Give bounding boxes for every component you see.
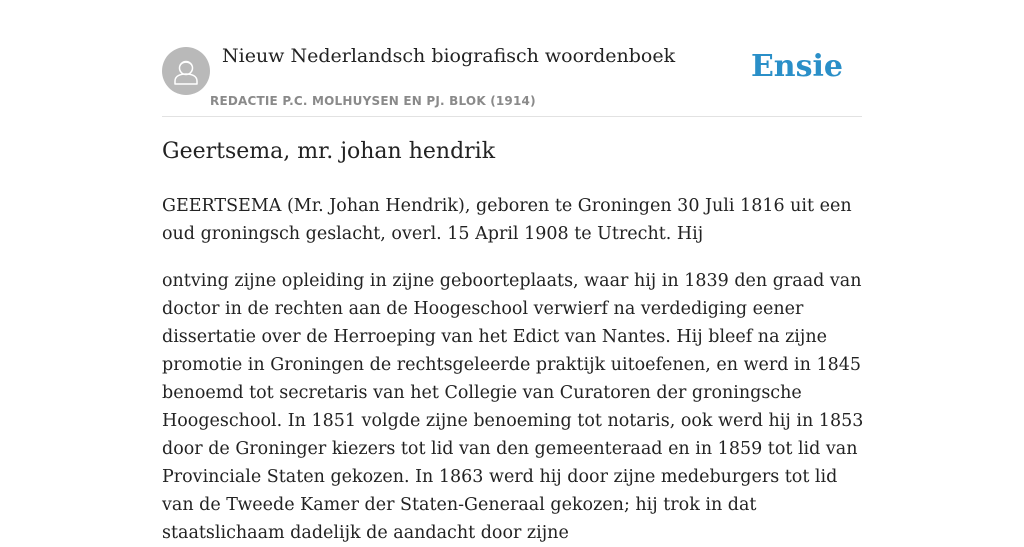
source-header xyxy=(162,46,862,117)
source-editors: REDACTIE P.C. MOLHUYSEN EN PJ. BLOK (1914) xyxy=(210,94,536,108)
article-title: Geertsema, mr. johan hendrik xyxy=(162,139,496,164)
user-placeholder-icon xyxy=(162,47,210,95)
brand-logo[interactable]: Ensie xyxy=(750,49,843,84)
source-title[interactable]: Nieuw Nederlandsch biografisch woordenboek xyxy=(222,45,676,67)
article-paragraph-1: GEERTSEMA (Mr. Johan Hendrik), geboren te Groningen 30 Juli 1816 uit een oud groningsch geslacht, overl. 15 April 1908 te Utrecht. Hij xyxy=(162,196,852,244)
avatar xyxy=(162,47,210,95)
article-paragraph-2: ontving zijne opleiding in zijne geboorteplaats, waar hij in 1839 den graad van doctor in de rechten aan de Hoogeschool verwierf na verdediging eener dissertatie over de Herroeping van het Edict van Nantes. Hij bleef na zijne promotie in Groningen de rechtsgeleerde praktijk uitoefenen, en werd in 1845 benoemd tot secretaris van het Collegie van Curatoren der groningsche Hoogeschool. In 1851 volgde zijne benoeming tot notaris, ook werd hij in 1853 door de Groninger kiezers tot lid van den gemeenteraad en in 1859 tot lid van Provinciale Staten gekozen. In 1863 werd hij door zijne medeburgers tot lid van de Tweede Kamer der Staten-Generaal gekozen; hij trok in dat staatslichaam dadelijk de aandacht door zijne xyxy=(162,271,864,543)
